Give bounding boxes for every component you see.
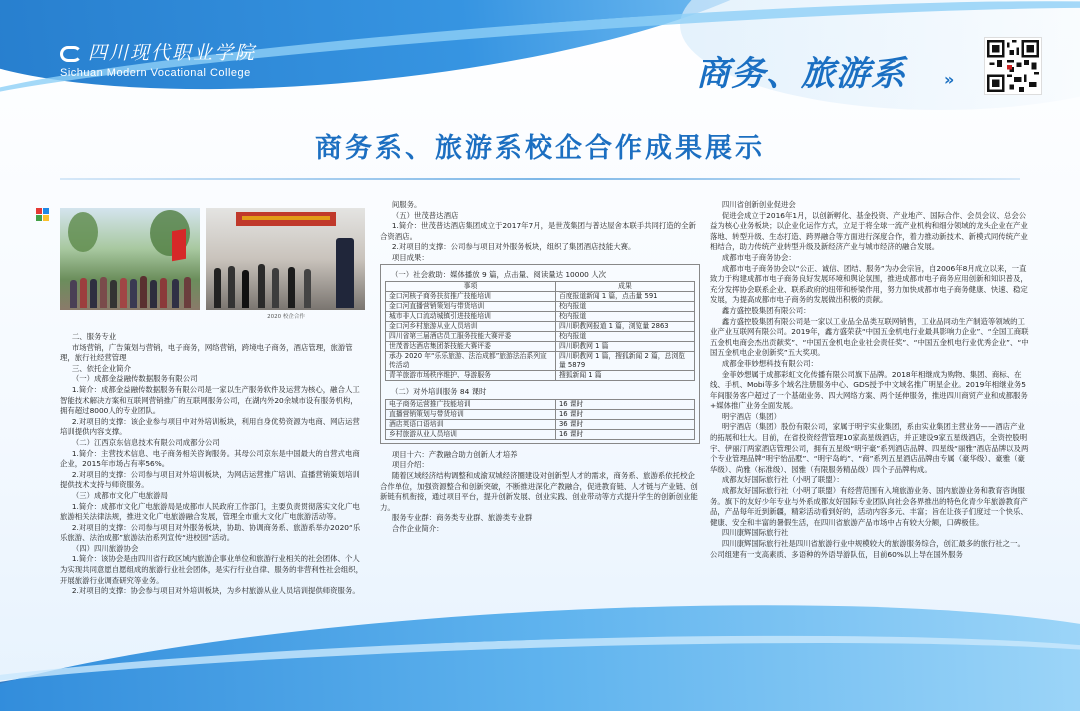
text-paragraph: 1.简介：成都金益融传数据服务有限公司是一家以生产服务软件及运营为核心，融合人工智能技术解决方案和互联网营销推广的互联网服务公司，在湖内外20余城市设有服务机构，拥有超过8000人的专业团队。 bbox=[60, 384, 360, 416]
column-left bbox=[60, 332, 365, 662]
text-paragraph: 1.简介：主营技术信息、电子商务相关咨询服务。其母公司京东是中国最大的自营式电商企业，2015年市场占有率56%。 bbox=[60, 448, 360, 469]
text-paragraph: 项目成果： bbox=[391, 252, 429, 262]
table-cell-value: 16 课时 bbox=[555, 429, 694, 439]
page-title: 商务系、旅游系校企合作成果展示 bbox=[315, 133, 765, 164]
table-row bbox=[386, 302, 695, 312]
middle-intro bbox=[380, 200, 700, 264]
text-paragraph: 鑫方盛控股集团有限公司： bbox=[721, 305, 811, 315]
table1-header-item: 事项 bbox=[386, 282, 556, 292]
table-row bbox=[386, 409, 695, 419]
event-photo bbox=[206, 208, 365, 310]
table-cell-value: 校内报道 bbox=[555, 302, 694, 312]
table-cell-value: 四川职教网报道 1 篇，浏览量 2863 bbox=[555, 322, 694, 332]
table-row bbox=[386, 399, 695, 409]
table-cell-value: 16 课时 bbox=[555, 409, 694, 419]
text-paragraph: 随着区域经济结构调整和成渝双城经济圈建设对创新型人才的需求，商务系、旅游系依托校企合作单位，加强资源整合和创新突破，不断推进深化产教融合，促进教育链、人才链与产业链、创新链有机衔接，通过项目平台，提升创新发展、创业实践、创业带动等方式提升学生的创新创业能力。 bbox=[380, 470, 698, 512]
text-paragraph: 成都友好国际旅行社（小明了联盟）有经营范围有入境旅游业务、国内旅游业务和教育咨询服务。旗下的友好少年专业与外系成都友好国际专业团队向社会各界推出的特色化青少年旅游教育产品，产品每年近到新疆，精彩活动看到好的，活动内容多元、丰富；旨在让孩子们度过一个快乐、健康、安全和丰富的暑假生活，在四川省旅游产品市场中占有较大分额，口碑极佳。 bbox=[710, 486, 1028, 527]
text-paragraph: 2.对项目的支撑：公司参与项目对外服务板块，协助、协调商务系、旅游系举办2020“乐乐旅游、法治成都”旅游法治系列宣传“进校园”活动。 bbox=[60, 522, 361, 543]
table-cell-item: 承办 2020 年“乐乐旅游、法治成都”旅游法治系列宣传活动 bbox=[386, 352, 556, 371]
table-row bbox=[386, 292, 695, 302]
table-cell-item: 青羊旅游市场秩序维护、导游服务 bbox=[386, 371, 556, 381]
group-photo bbox=[60, 208, 200, 310]
text-paragraph: 成都友好国际旅行社（小明了联盟）： bbox=[721, 475, 844, 485]
text-paragraph: 四川康辉国际旅行社是四川省旅游行业中规模较大的旅游服务综合，创汇最多的旅行社之一。公司组建有一支高素质、多语种的外语导游队伍，目前60%以上导在国外服务 bbox=[710, 539, 1025, 559]
text-paragraph: 合作企业简介： bbox=[391, 523, 444, 533]
text-paragraph: 项目十六：产教融合助力创新人才培养 bbox=[391, 449, 518, 459]
table-cell-value: 校内报道 bbox=[555, 332, 694, 342]
text-paragraph: 鑫方盛控股集团有限公司是一家以工业品全品类互联网销售，工业品同动生产制造等领域的工业产业互联网有限公司。2019年，鑫方盛荣获“中国五金机电行业最具影响力企业”、“全国工商联五金机电商会杰出贡献奖”、“中国五金机电企业社会责任奖”、“中国五金机电行业优秀企业”、“中国五金机电企业创新奖”五大奖项。 bbox=[710, 316, 1029, 358]
text-paragraph: 促进会成立于2016年1月，以创新孵化、基金投资、产业地产、国际合作、会员会议、总会公益为核心业务板块；以企业化运作方式，立足于将全球一流产业机构和细分领域的龙头企业在产业落地、转型升级、生态打造、跨界融合等方面进行深度合作，着力推动新技术、新模式同传统产业相结合，助力传统产业转型升级及新经济产业与城市经济的融合发展。 bbox=[710, 210, 1028, 252]
table-cell-value: 16 课时 bbox=[555, 399, 694, 409]
text-paragraph: （三）成都市文化广电旅游局 bbox=[71, 490, 168, 500]
text-paragraph: 三、依托企业简介 bbox=[71, 363, 131, 373]
training-table bbox=[385, 399, 695, 440]
text-paragraph: 1.简介：世茂普达酒店集团成立于2017年7月，是世茂集团与普达屋舍本联手共同打造的全新合资酒店。 bbox=[380, 221, 696, 241]
middle-project bbox=[380, 450, 700, 535]
results-table bbox=[385, 281, 695, 381]
qr-code-icon[interactable] bbox=[985, 38, 1041, 94]
column-right bbox=[710, 200, 1030, 620]
department-title: 商务、旅游系 bbox=[696, 54, 906, 94]
text-paragraph: 成都市电子商务协会以“公正、诚信、团结、服务”为办会宗旨，自2006年8月成立以来，一直致力于构建成都市电子商务良好发展环境和舆论氛围，推进成都市电子商务应用创新和知识普及，充分发挥协会联系企业、联系政府的纽带和桥梁作用，努力加快成都市电子商务健康、快速、稳定发展，为提高成都市电子商务的发展做出积极的贡献。 bbox=[710, 263, 1028, 305]
text-paragraph: 2.对项目的支撑：协会参与项目对外培训板块，为乡村旅游从业人员培训提供师资服务。 bbox=[71, 586, 360, 596]
text-paragraph: 二、服务专业 bbox=[71, 332, 117, 341]
text-paragraph: 1.简介：成都市文化广电旅游局是成都市人民政府工作部门，主要负责贯彻落实文化广电旅游相关法律法规，推进文化广电旅游融合发展，管理全市重大文化广电旅游活动等。 bbox=[60, 501, 360, 522]
text-paragraph: 服务专业群：商务类专业群、旅游类专业群 bbox=[391, 513, 533, 523]
text-paragraph: （四）四川旅游协会 bbox=[71, 543, 139, 553]
table-cell-item: 酒店英语口语培训 bbox=[386, 419, 556, 429]
table-cell-value: 百度报道新闻 1 篇，点击量 591 bbox=[555, 292, 694, 302]
table-cell-value: 校内报道 bbox=[555, 312, 694, 322]
text-paragraph: 成都市电子商务协会： bbox=[721, 252, 796, 262]
table-cell-item: 直播营销策划与带货培训 bbox=[386, 409, 556, 419]
table2-caption: （二）对外培训服务 84 课时 bbox=[391, 387, 487, 397]
table-cell-value: 四川职教网 1 篇，搜狐新闻 2 篇，总浏览量 5879 bbox=[555, 352, 694, 371]
table-row bbox=[386, 429, 695, 439]
logo-mark-icon bbox=[60, 46, 82, 62]
table-row bbox=[386, 332, 695, 342]
results-table-box bbox=[380, 264, 700, 444]
photo-strip bbox=[60, 208, 365, 320]
table-row bbox=[386, 352, 695, 371]
table-row bbox=[386, 322, 695, 332]
text-paragraph: 明宇酒店（集团）股份有限公司，家属于明宇实业集团，系由实业集团主营业务——酒店产业的拓展和壮大。目前，在省投资经营管理10家高星级酒店，并正建设9家五星级酒店，全资控股明宇、伊丽汀两家酒店管理公司，拥有五星级“明宇豪”系列酒店品牌、四星级“丽雅”酒店品牌以及两个专业管理品牌“明宇怡品墅”、“明宇岛屿”、“商”系列五星酒店品牌由专属（豪华级）、豪雅（豪华级）、尚雅（标准级）、园雅（有限服务精品级）四个子品牌构成。 bbox=[710, 422, 1029, 474]
text-paragraph: 间服务。 bbox=[391, 200, 422, 209]
table-cell-item: 金口河核子商务扶贫推广技能培训 bbox=[386, 292, 556, 302]
text-paragraph: 四川省创新创业促进会 bbox=[721, 200, 796, 209]
college-name-en: Sichuan Modern Vocational College bbox=[60, 67, 251, 79]
text-paragraph: 1.简介：该协会是由四川省行政区域内旅游企事业单位和旅游行业相关的社会团体、个人为实现共同意愿自愿组成的旅游行业社会团体，是实行行业自律、服务的非营利性社会组织，开展旅游行业调查研究等业务。 bbox=[60, 554, 364, 585]
text-paragraph: 成都金菲妙想科技有限公司： bbox=[721, 358, 818, 368]
text-paragraph: 2.对项目的支撑：该企业参与项目中对外培训板块，利用自身优势资源为电商、网店运营培训提供内容支撑。 bbox=[60, 416, 360, 437]
photo-caption-right: 2020 校企合作 bbox=[267, 314, 305, 320]
college-logo bbox=[60, 38, 256, 79]
text-paragraph: 明宇酒店（集团） bbox=[721, 411, 781, 421]
column-middle bbox=[380, 200, 700, 620]
college-name-cn: 四川现代职业学院 bbox=[88, 42, 257, 64]
table-cell-item: 世茂普达酒店集团茶技能大赛评委 bbox=[386, 342, 556, 352]
text-paragraph: 金菲妙想属于成都彩虹文化传播有限公司旗下品牌。2018年相继成为购物、集团、商标、在线、手机、Mobi等多个域名注册服务中心、GDS授予中文域名推广明星企业。2019年相继业务5年间服务客户超过了一个基础业务、四大网络方案、两个延伸服务，推进四川商贸产业和成都服务+媒体推广业务全面发展。 bbox=[710, 369, 1028, 411]
table-cell-item: 金口河直播营销策划与带货培训 bbox=[386, 302, 556, 312]
text-paragraph: 2.对项目的支撑：公司参与项目对外服务板块，组织了集团酒店技能大赛。 bbox=[391, 242, 636, 252]
color-squares-icon bbox=[36, 208, 50, 222]
table-cell-value: 搜狐新闻 1 篇 bbox=[555, 371, 694, 381]
text-paragraph: （一）成都金益融传数据服务有限公司 bbox=[71, 374, 198, 384]
text-paragraph: 四川康辉国际旅行社 bbox=[721, 528, 789, 538]
table-row bbox=[386, 371, 695, 381]
table-cell-item: 电子商务运营推广技能培训 bbox=[386, 399, 556, 409]
table-cell-item: 金口河乡村旅游从业人员培训 bbox=[386, 322, 556, 332]
text-paragraph: 市场营销，广告策划与营销，电子商务，网络营销，跨境电子商务，酒店管理，旅游管理，旅行社经营管理 bbox=[60, 342, 353, 363]
text-paragraph: 项目介绍： bbox=[391, 460, 429, 470]
chevron-right-icon: » bbox=[944, 70, 955, 89]
table-row bbox=[386, 342, 695, 352]
table-cell-item: 乡村旅游从业人员培训 bbox=[386, 429, 556, 439]
table-row bbox=[386, 419, 695, 429]
text-paragraph: （二）江西京东信息技术有限公司成都分公司 bbox=[71, 437, 220, 447]
title-divider bbox=[60, 178, 1020, 180]
table1-header-result: 成果 bbox=[555, 282, 694, 292]
table1-caption: （一）社会救助：媒体播放 9 篇，点击量、阅读量达 10000 人次 bbox=[391, 269, 606, 279]
text-paragraph: （五）世茂普达酒店 bbox=[391, 210, 459, 220]
text-paragraph: 2.对项目的支撑：公司参与项目对外培训板块，为网店运营推广培训、直播营销策划培训提供技术支持与师资服务。 bbox=[60, 469, 360, 490]
table-row bbox=[386, 312, 695, 322]
table-cell-item: 城市非人口流动城镇引进技能培训 bbox=[386, 312, 556, 322]
table-cell-value: 36 课时 bbox=[555, 419, 694, 429]
table-cell-value: 四川职教网 1 篇 bbox=[555, 342, 694, 352]
table-cell-item: 四川省第三届酒店员工服务技能大赛评委 bbox=[386, 332, 556, 342]
